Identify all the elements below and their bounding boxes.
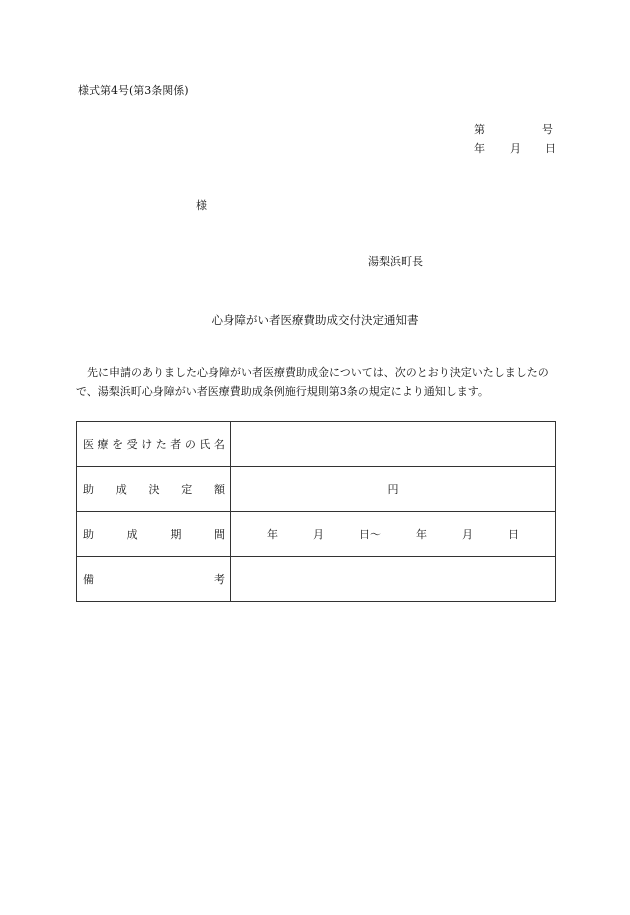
label-chars: [77, 481, 230, 497]
period-start-month: 月: [313, 528, 324, 541]
label-char: 助: [83, 528, 94, 541]
label-char: 決: [148, 483, 160, 496]
label-chars: [77, 571, 230, 587]
period-end-day: 日: [508, 528, 519, 541]
period-end-month: 月: [462, 528, 473, 541]
label-char: 成: [115, 483, 127, 496]
period-range: [231, 526, 555, 542]
decision-table: [76, 421, 556, 602]
label-char: 受: [126, 438, 138, 451]
date-year-label: 年: [474, 142, 485, 155]
label-char: た: [155, 438, 167, 451]
table-row: [77, 467, 556, 512]
period-end-year: 年: [416, 528, 427, 541]
label-char: 期: [170, 528, 182, 541]
recipient-name-label: [77, 422, 231, 467]
label-char: 氏: [199, 438, 211, 451]
period-start-day: 日〜: [359, 528, 381, 541]
label-char: 成: [126, 528, 138, 541]
document-number-suffix: 号: [542, 123, 553, 136]
grant-amount-value: 円: [231, 467, 556, 512]
label-char: 間: [213, 528, 225, 541]
label-char: 考: [214, 573, 225, 586]
label-chars: [77, 526, 230, 542]
issuer-name: 湯梨浜町長: [368, 255, 423, 268]
label-char: 療: [97, 438, 109, 451]
document-title: 心身障がい者医療費助成交付決定通知書: [211, 313, 419, 327]
label-char: 者: [170, 438, 182, 451]
grant-amount-label: [77, 467, 231, 512]
table-row: [77, 422, 556, 467]
label-chars: [77, 436, 230, 452]
label-char: 助: [83, 483, 94, 496]
remarks-label: [77, 557, 231, 602]
label-char: 額: [214, 483, 225, 496]
addressee-honorific: 様: [196, 199, 207, 212]
label-char: の: [184, 438, 196, 451]
document-number-prefix: 第: [474, 123, 485, 136]
date-day-label: 日: [545, 142, 556, 155]
label-char: を: [112, 438, 124, 451]
remarks-value: [231, 557, 556, 602]
label-char: け: [141, 438, 153, 451]
recipient-name-value: [231, 422, 556, 467]
body-paragraph: 先に申請のありました心身障がい者医療費助成金については、次のとおり決定いたしましたので、湯梨浜町心身障がい者医療費助成条例施行規則第3条の規定により通知します。: [76, 366, 549, 398]
date-month-label: 月: [510, 142, 521, 155]
form-number-label: 様式第4号(第3条関係): [78, 84, 189, 97]
table-row: [77, 557, 556, 602]
label-char: 定: [181, 483, 193, 496]
label-char: 備: [83, 573, 94, 586]
grant-period-value: [231, 512, 556, 557]
label-char: 医: [83, 438, 94, 451]
table-row: [77, 512, 556, 557]
period-start-year: 年: [267, 528, 278, 541]
grant-period-label: [77, 512, 231, 557]
label-char: 名: [213, 438, 225, 451]
